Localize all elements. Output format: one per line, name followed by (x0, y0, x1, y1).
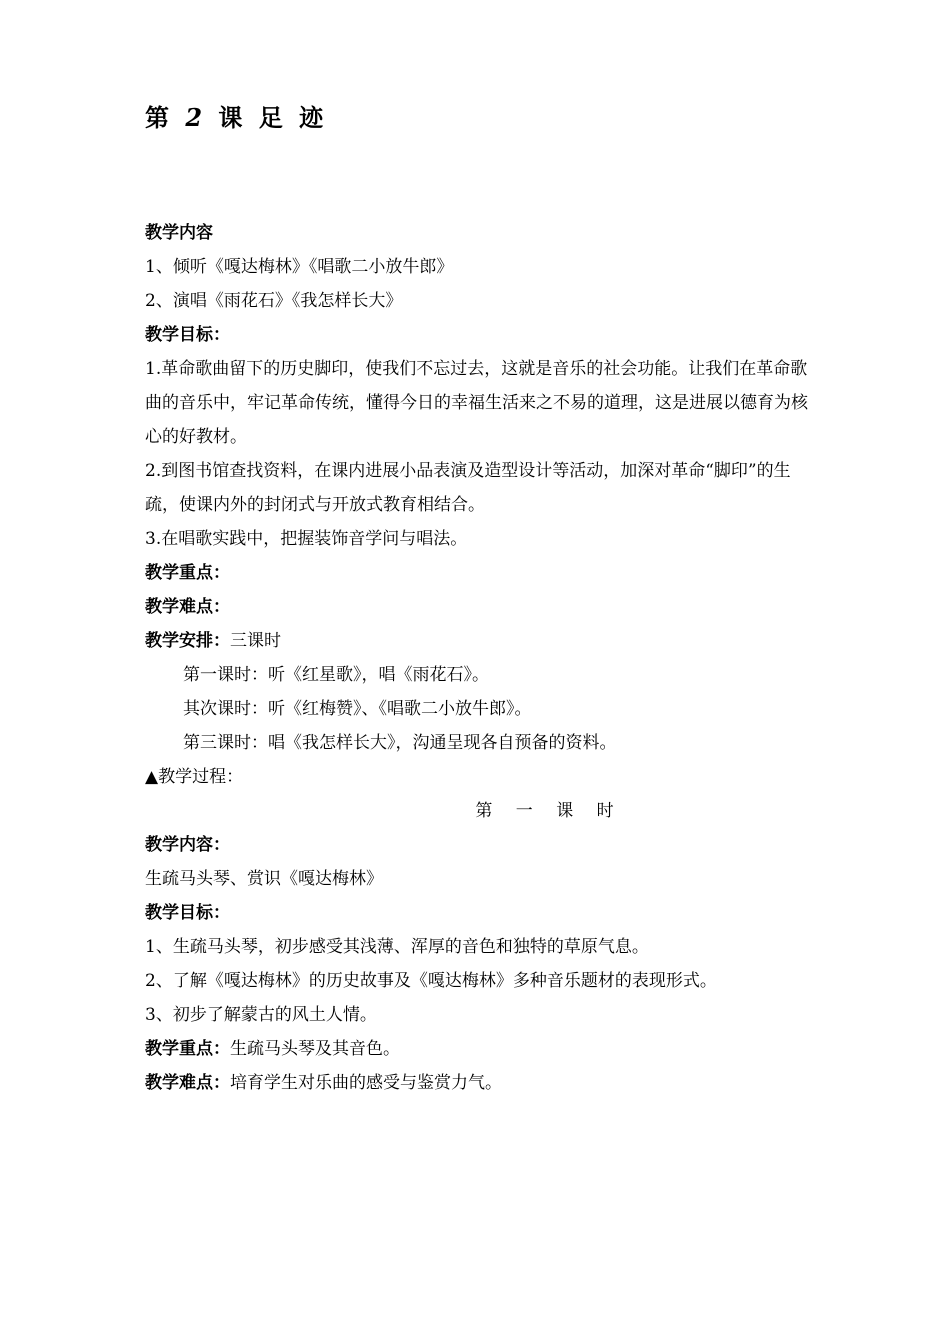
lesson1-content-value: 生疏马头琴、赏识《嘎达梅林》 (145, 869, 383, 889)
content-item-1: 1、倾听《嘎达梅林》《唱歌二小放牛郎》 (145, 257, 454, 277)
document-body (145, 216, 815, 1100)
lesson1-key-points-heading: 教学重点： (145, 1039, 230, 1059)
goal-1: 1.革命歌曲留下的历史脚印，使我们不忘过去，这就是音乐的社会功能。让我们在革命歌曲的音乐中，牢记革命传统，懂得今日的幸福生活来之不易的道理，这是进展以德育为核心的好教材。 (145, 359, 808, 447)
lesson1-difficulties-row (145, 1066, 815, 1100)
schedule-value: 三课时 (230, 631, 281, 651)
title-prefix: 第 (145, 103, 173, 132)
lesson1-heading: 第 一 课 时 (475, 801, 623, 821)
lesson1-goal-3: 3、初步了解蒙古的风土人情。 (145, 1005, 377, 1025)
lesson1-content-heading: 教学内容： (145, 835, 230, 855)
schedule-item-1: 第一课时：听《红星歌》，唱《雨花石》。 (183, 665, 489, 685)
content-heading: 教学内容 (145, 223, 213, 243)
lesson-title (145, 98, 327, 138)
schedule-item-2: 其次课时：听《红梅赞》、《唱歌二小放牛郎》。 (183, 699, 532, 719)
schedule-heading: 教学安排： (145, 631, 230, 651)
content-item-2: 2、演唱《雨花石》《我怎样长大》 (145, 291, 403, 311)
process-heading: ▲教学过程： (145, 767, 244, 787)
difficulties-heading: 教学难点： (145, 597, 230, 617)
title-number: 2 (185, 103, 207, 132)
lesson1-key-points-value: 生疏马头琴及其音色。 (230, 1039, 400, 1059)
goals-heading: 教学目标： (145, 325, 230, 345)
schedule-row (145, 624, 815, 658)
lesson1-difficulties-value: 培育学生对乐曲的感受与鉴赏力气。 (230, 1073, 502, 1093)
lesson1-goals-heading: 教学目标： (145, 903, 230, 923)
key-points-heading: 教学重点： (145, 563, 230, 583)
lesson1-difficulties-heading: 教学难点： (145, 1073, 230, 1093)
goal-2: 2.到图书馆查找资料，在课内进展小品表演及造型设计等活动，加深对革命“脚印”的生疏，使课内外的封闭式与开放式教育相结合。 (145, 461, 791, 515)
lesson1-goal-2: 2、了解《嘎达梅林》的历史故事及《嘎达梅林》多种音乐题材的表现形式。 (145, 971, 717, 991)
schedule-item-3: 第三课时：唱《我怎样长大》，沟通呈现各自预备的资料。 (183, 733, 617, 753)
lesson1-key-points-row (145, 1032, 815, 1066)
goal-3: 3.在唱歌实践中，把握装饰音学问与唱法。 (145, 529, 468, 549)
title-suffix: 课 足 迹 (218, 103, 328, 132)
lesson1-goal-1: 1、生疏马头琴，初步感受其浅薄、浑厚的音色和独特的草原气息。 (145, 937, 649, 957)
